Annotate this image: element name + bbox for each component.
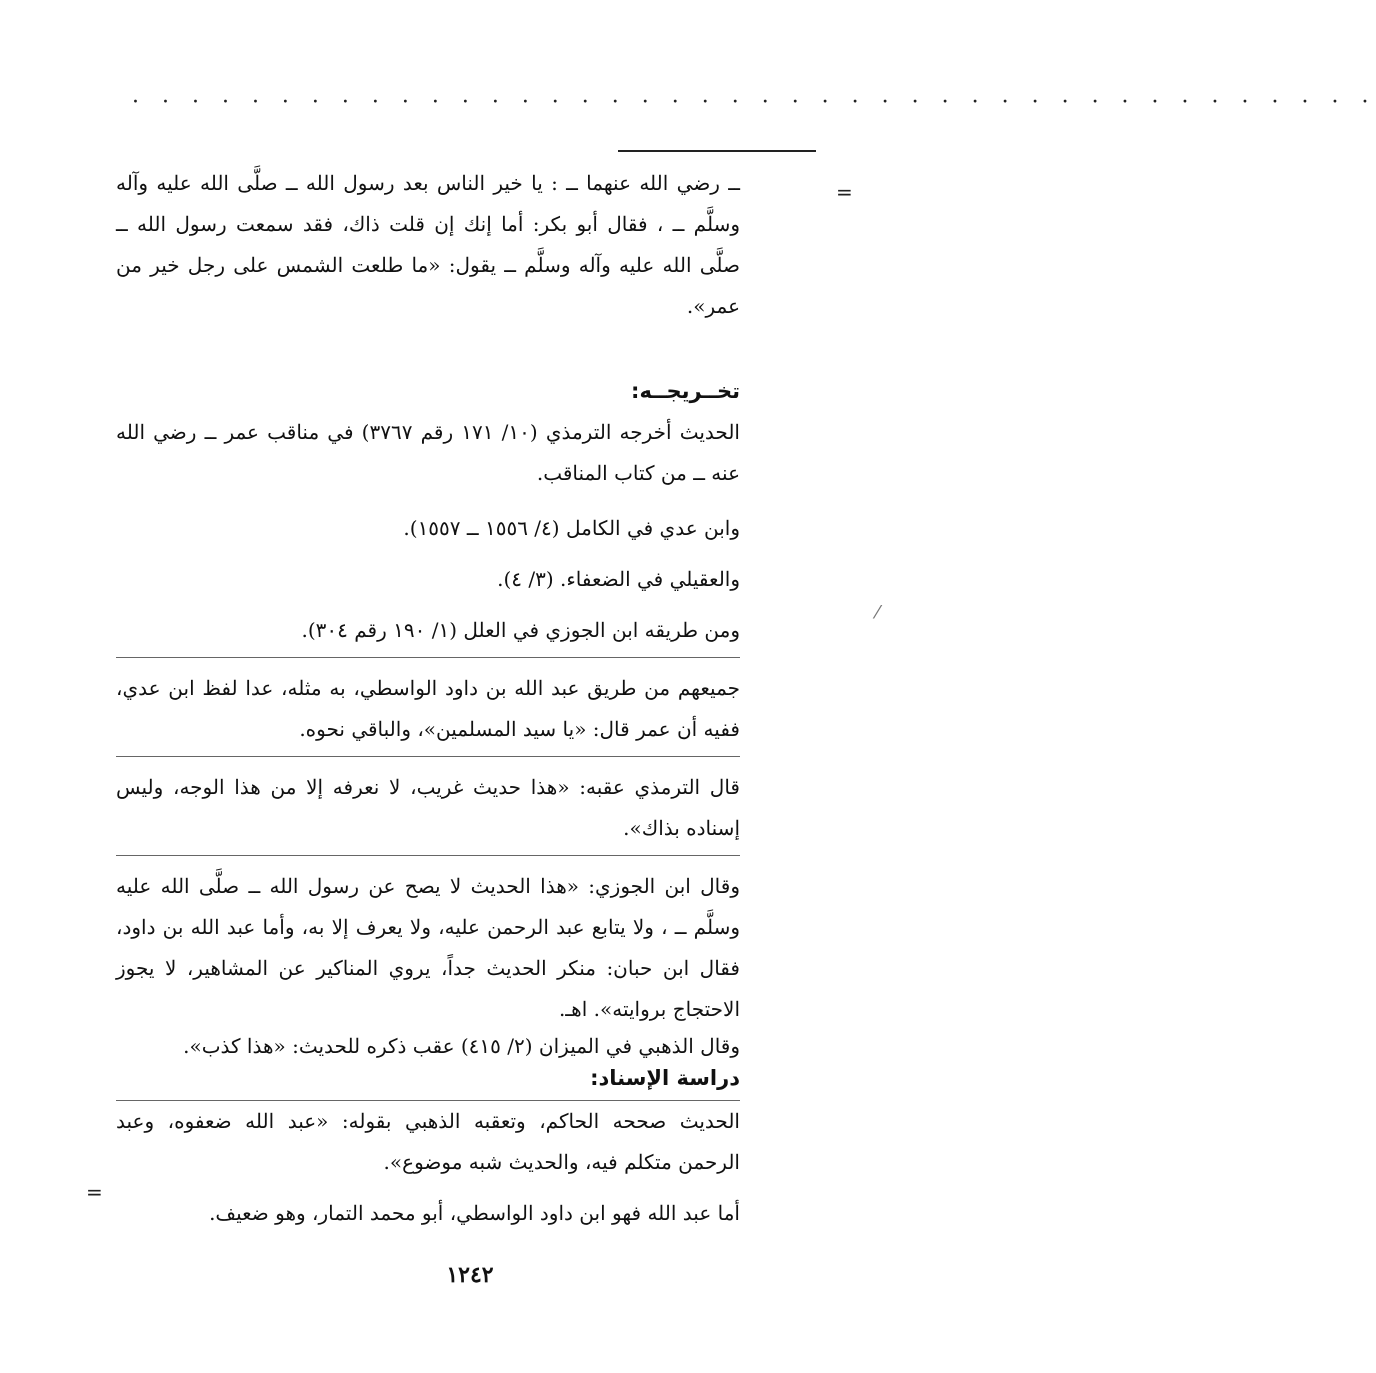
isnad-heading: دراسة الإسناد: (590, 1066, 740, 1090)
takhrij-paragraph: الحديث أخرجه الترمذي (١٠/ ١٧١ رقم ٣٧٦٧) في مناقب عمر ــ رضي الله عنه ــ من كتاب المناقب. (116, 420, 740, 485)
margin-tick-mark: ⁄ (876, 602, 880, 623)
footnote-separator-rule (618, 150, 816, 152)
takhrij-paragraph: قال الترمذي عقبه: «هذا حديث غريب، لا نعرفه إلا من هذا الوجه، وليس إسناده بذاك». (116, 775, 740, 840)
takhrij-heading: تخــريجــه: (631, 379, 740, 403)
margin-equals-mark-bottom: = (86, 1180, 103, 1204)
paragraph-divider (116, 855, 740, 856)
takhrij-paragraph: وقال الذهبي في الميزان (٢/ ٤١٥) عقب ذكره للحديث: «هذا كذب». (183, 1034, 740, 1058)
paragraph-divider (116, 756, 740, 757)
takhrij-paragraph: ومن طريقه ابن الجوزي في العلل (١/ ١٩٠ رقم ٣٠٤). (301, 618, 740, 642)
page-number: ١٢٤٢ (446, 1262, 494, 1288)
takhrij-paragraph: وقال ابن الجوزي: «هذا الحديث لا يصح عن رسول الله ــ صلَّى الله عليه وسلَّم ــ ، ولا يتابع عبد الرحمن عليه، ولا يعرف إلا به، وأما عبد الله بن داود، فقال ابن حبان: منكر الحديث جداً، يروي المناكير عن المشاهير، لا يجوز الاحتجاج بروايته». اهـ. (116, 874, 740, 1021)
page-body (116, 163, 740, 1234)
isnad-paragraph: أما عبد الله فهو ابن داود الواسطي، أبو محمد التمار، وهو ضعيف. (209, 1201, 740, 1225)
footnote-continuation: ــ رضي الله عنهما ــ : يا خير الناس بعد رسول الله ــ صلَّى الله عليه وآله وسلَّم ــ ، فقال أبو بكر: أما إنك إن قلت ذاك، فقد سمعت رسول الله ــ صلَّى الله عليه وآله وسلَّم ــ يقول: «ما طلعت الشمس على رجل خير من عمر». (116, 171, 740, 318)
header-dot-leader: · · · · · · · · · · · · · · · · · · · · · · · · · · · · · · · · · · · · · · · · · · (132, 90, 1376, 115)
paragraph-divider (116, 657, 740, 658)
isnad-paragraph: الحديث صححه الحاكم، وتعقبه الذهبي بقوله: «عبد الله ضعفوه، وعبد الرحمن متكلم فيه، والحديث شبه موضوع». (116, 1109, 740, 1174)
margin-equals-mark-top: = (836, 180, 853, 204)
takhrij-paragraph: جميعهم من طريق عبد الله بن داود الواسطي، به مثله، عدا لفظ ابن عدي، ففيه أن عمر قال: «يا سيد المسلمين»، والباقي نحوه. (116, 676, 740, 741)
takhrij-paragraph: وابن عدي في الكامل (٤/ ١٥٥٦ ــ ١٥٥٧). (403, 516, 740, 540)
takhrij-paragraph: والعقيلي في الضعفاء. (٣/ ٤). (497, 567, 740, 591)
